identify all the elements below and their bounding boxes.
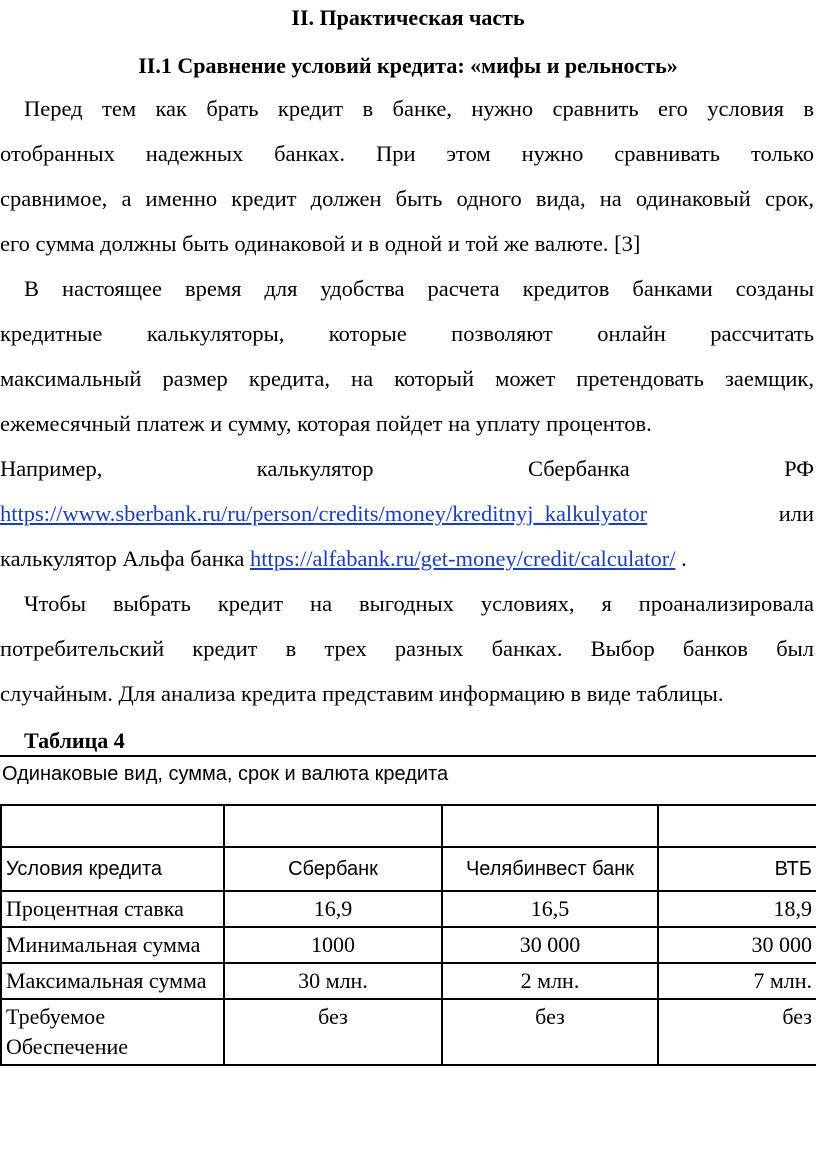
- table-cell: 16,5: [442, 891, 658, 927]
- table-cell: [1, 805, 224, 847]
- table-caption: Таблица 4: [24, 728, 125, 753]
- table-cell: 30 000: [442, 927, 658, 963]
- header-cell: Сбербанк: [224, 847, 442, 891]
- table-row: [1, 927, 816, 963]
- paragraph2-line: В настоящее время для удобства расчета кредитов банками созданы: [24, 276, 814, 301]
- table-cell: 30 000: [658, 927, 816, 963]
- example-word: РФ: [784, 456, 814, 481]
- table-row-empty: [1, 805, 816, 847]
- subsection-title: II.1 Сравнение условий кредита: «мифы и рельность»: [138, 53, 678, 78]
- sberbank-calculator-link[interactable]: https://www.sberbank.ru/ru/person/credits/money/kreditnyj_kalkulyator: [0, 501, 648, 526]
- paragraph1-line: его сумма должны быть одинаковой и в одной и той же валюте. [3]: [0, 231, 641, 256]
- table-cell: 16,9: [224, 891, 442, 927]
- table-cell: 2 млн.: [442, 963, 658, 999]
- table-header-row: [1, 847, 816, 891]
- table-cell: без: [658, 999, 816, 1065]
- paragraph1-line: Перед тем как брать кредит в банке, нужно сравнить его условия в: [24, 96, 814, 121]
- or-text: или: [778, 501, 814, 526]
- credit-comparison-table: [0, 804, 816, 1066]
- table-row: [1, 963, 816, 999]
- paragraph2-line: кредитные калькуляторы, которые позволяют онлайн рассчитать: [0, 321, 814, 346]
- header-cell: Условия кредита: [1, 847, 224, 891]
- table-cell: Процентная ставка: [1, 891, 224, 927]
- example-link-line: [0, 499, 814, 529]
- table-cell: 18,9: [658, 891, 816, 927]
- section-title: II. Практическая часть: [291, 5, 525, 30]
- paragraph1-line: отобранных надежных банках. При этом нужно сравнивать только: [0, 141, 814, 166]
- header-cell: Челябинвест банк: [442, 847, 658, 891]
- table-cell: 7 млн.: [658, 963, 816, 999]
- paragraph3-line: потребительский кредит в трех разных банках. Выбор банков был: [0, 636, 814, 661]
- table-title-top-rule: [0, 755, 816, 757]
- alfabank-calculator-link[interactable]: https://alfabank.ru/get-money/credit/calculator/: [249, 546, 676, 571]
- header-cell: ВТБ: [658, 847, 816, 891]
- example-link-line-2: [0, 544, 814, 574]
- table-row: [1, 999, 816, 1065]
- paragraph2-line: максимальный размер кредита, на который может претендовать заемщик,: [0, 366, 814, 391]
- table-cell: [658, 805, 816, 847]
- example-line: [0, 454, 814, 484]
- table-cell: Требуемое Обеспечение: [1, 999, 224, 1065]
- table-cell: без: [442, 999, 658, 1065]
- paragraph3-line: Чтобы выбрать кредит на выгодных условиях, я проанализировала: [24, 591, 814, 616]
- table-cell: [224, 805, 442, 847]
- table-cell: [442, 805, 658, 847]
- alfa-suffix: .: [675, 546, 687, 571]
- paragraph3-line: случайным. Для анализа кредита представим информацию в виде таблицы.: [0, 681, 724, 706]
- table-cell: Максимальная сумма: [1, 963, 224, 999]
- table-cell: 30 млн.: [224, 963, 442, 999]
- table-title: Одинаковые вид, сумма, срок и валюта кредита: [2, 763, 449, 785]
- example-word: калькулятор: [256, 456, 374, 481]
- paragraph1-line: сравнимое, а именно кредит должен быть одного вида, на одинаковый срок,: [0, 186, 814, 211]
- table-cell: 1000: [224, 927, 442, 963]
- table-cell: без: [224, 999, 442, 1065]
- table-row: [1, 891, 816, 927]
- table-cell: Минимальная сумма: [1, 927, 224, 963]
- alfa-prefix: калькулятор Альфа банка: [0, 546, 245, 571]
- paragraph2-line: ежемесячный платеж и сумму, которая пойдет на уплату процентов.: [0, 411, 652, 436]
- example-word: Сбербанка: [527, 456, 630, 481]
- example-word: Например,: [0, 456, 103, 481]
